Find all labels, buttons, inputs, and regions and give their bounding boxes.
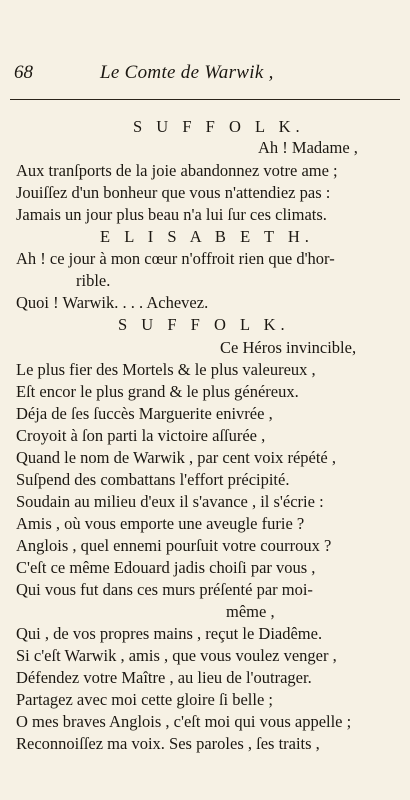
verse-line: Suſpend des combattans l'effort précipité. <box>16 470 290 489</box>
verse-line: Ah ! Madame , <box>258 138 358 157</box>
verse-line: O mes braves Anglois , c'eſt moi qui vous appelle ; <box>16 712 352 731</box>
verse-line: rible. <box>76 271 111 290</box>
verse-line: Ce Héros invincible, <box>220 338 357 357</box>
verse-line: Qui vous fut dans ces murs préſenté par moi- <box>16 580 313 599</box>
speaker-name: S U F F O L K. <box>118 315 290 334</box>
verse-line: Eſt encor le plus grand & le plus généreux. <box>16 382 299 401</box>
verse-line: Partagez avec moi cette gloire ſi belle ; <box>16 690 274 709</box>
verse-line: Jamais un jour plus beau n'a lui ſur ces climats. <box>16 205 327 224</box>
verse-line: Aux tranſports de la joie abandonnez votre ame ; <box>16 161 338 180</box>
running-title: Le Comte de Warwik , <box>100 62 274 83</box>
verse-line: Si c'eſt Warwik , amis , que vous voulez venger , <box>16 646 337 665</box>
speaker-name: E L I S A B E T H. <box>100 227 314 246</box>
verse-line: Le plus fier des Mortels & le plus valeureux , <box>16 360 316 379</box>
verse-line: Jouiſſez d'un bonheur que vous n'attendiez pas : <box>16 183 331 202</box>
verse-line: C'eſt ce même Edouard jadis choiſi par vous , <box>16 558 316 577</box>
speaker-name: S U F F O L K. <box>133 117 305 136</box>
page-number: 68 <box>14 62 33 83</box>
verse-line: Quand le nom de Warwik , par cent voix répété , <box>16 448 337 467</box>
verse-line: Amis , où vous emporte une aveugle furie ? <box>16 514 305 533</box>
verse-line: Quoi ! Warwik. . . . Achevez. <box>16 293 209 312</box>
verse-line: Ah ! ce jour à mon cœur n'offroit rien que d'hor- <box>16 249 335 268</box>
header-rule <box>10 99 400 100</box>
verse-line: Défendez votre Maître , au lieu de l'outrager. <box>16 668 312 687</box>
page-header <box>14 58 396 88</box>
verse-line: Anglois , quel ennemi pourſuit votre courroux ? <box>16 536 332 555</box>
verse-line: Qui , de vos propres mains , reçut le Diadême. <box>16 624 323 643</box>
verse-line: Croyoit à ſon parti la victoire aſſurée , <box>16 426 266 445</box>
verse-line: Déja de ſes ſuccès Marguerite enivrée , <box>16 404 273 423</box>
verse-line: Soudain au milieu d'eux il s'avance , il s'écrie : <box>16 492 324 511</box>
verse-line: Reconnoiſſez ma voix. Ses paroles , ſes traits , <box>16 734 320 753</box>
verse-line: même , <box>226 602 275 621</box>
